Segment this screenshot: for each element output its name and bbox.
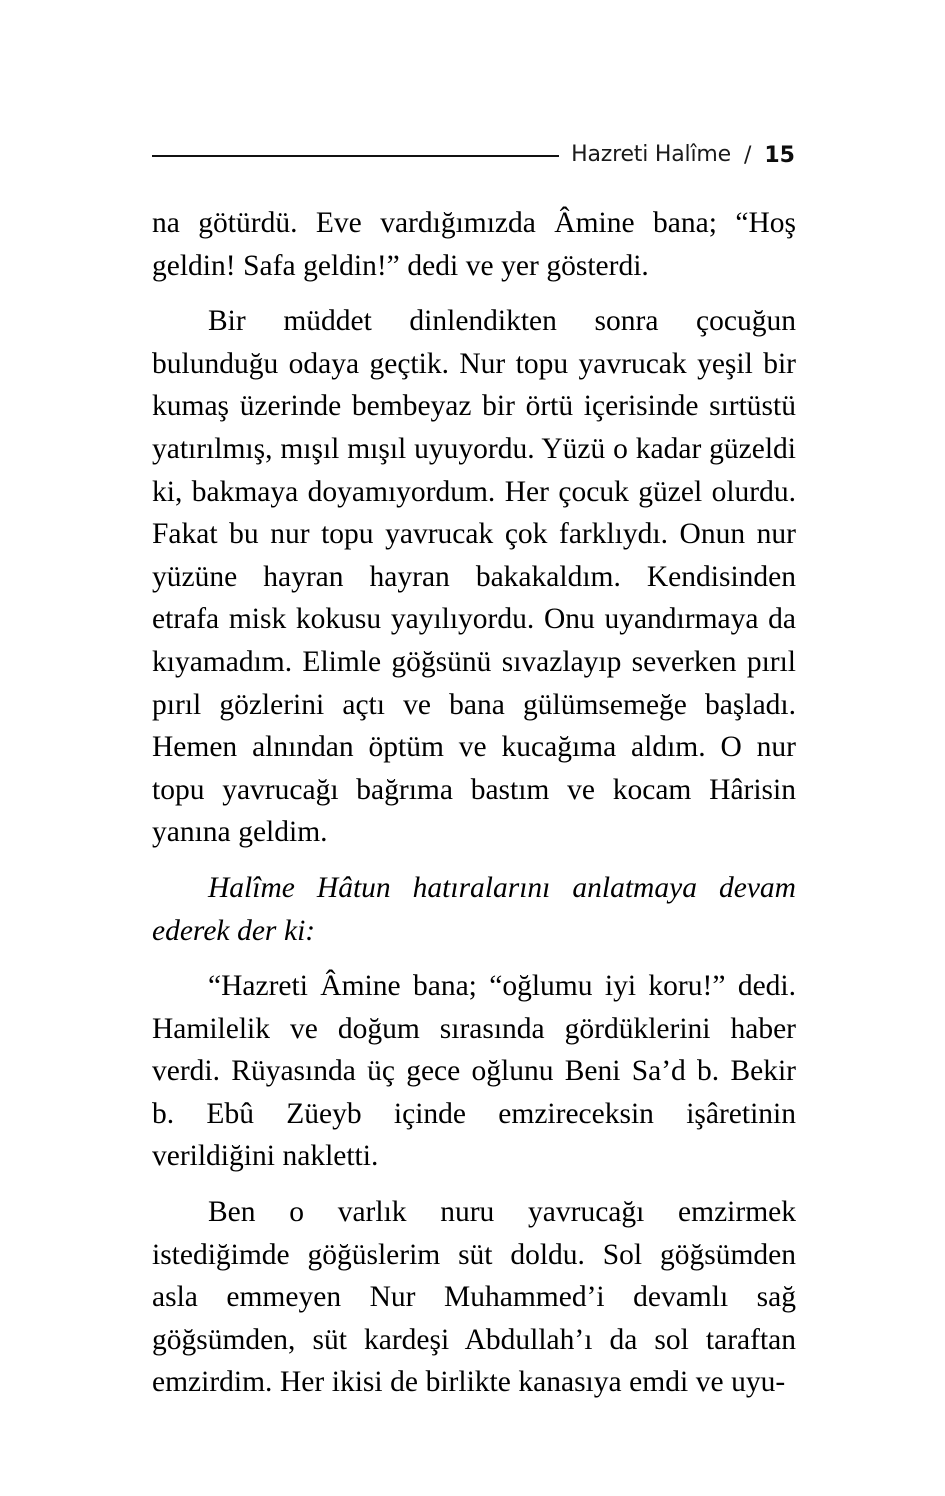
paragraph-narrator-note: Halîme Hâtun hatıralarını anlatmaya devam ederek der ki: bbox=[152, 871, 796, 947]
header-rule bbox=[152, 155, 559, 157]
body-text bbox=[152, 202, 796, 1404]
paragraph: Bir müddet dinlendikten sonra çocuğun bulunduğu odaya geçtik. Nur topu yavrucak yeşil bir kumaş üzerinde bembeyaz bir örtü içerisinde sırtüstü yatırılmış, mışıl mışıl uyuyordu. Yüzü o kadar güzeldi ki, bakmaya doyamıyordum. Her çocuk güzel olurdu. Fakat bu nur topu yavrucak çok farklıydı. Onun nur yüzüne hayran hayran bakakaldım. Kendisinden etrafa misk kokusu yayılıyordu. Onu uyandırmaya da kıyamadım. Elimle göğsünü sıvazlayıp severken pırıl pırıl gözlerini açtı ve bana gülümsemeğe başladı. Hemen alnından öptüm ve kucağıma aldım. O nur topu yavrucağı bağrıma bastım ve kocam Hârisin yanına geldim. bbox=[152, 305, 796, 849]
header-book-title: Hazreti Halîme bbox=[571, 142, 731, 167]
page-number: 15 bbox=[764, 142, 795, 168]
header-separator: / bbox=[743, 142, 752, 168]
paragraph: “Hazreti Âmine bana; “oğlumu iyi koru!” dedi. Hamilelik ve doğum sırasında gördüklerini haber verdi. Rüyasında üç gece oğlunu Beni Sa’d b. Bekir b. Ebû Züeyb içinde emzireceksin işâretinin verildiğini nakletti. bbox=[152, 970, 796, 1173]
running-header bbox=[152, 138, 795, 172]
paragraph-continuation: na götürdü. Eve vardığımızda Âmine bana; “Hoş geldin! Safa geldin!” dedi ve yer gösterdi. bbox=[152, 207, 796, 282]
paragraph: Ben o varlık nuru yavrucağı emzirmek istediğimde göğüslerim süt doldu. Sol göğsümden asla emmeyen Nur Muhammed’i devamlı sağ göğsümden, süt kardeşi Abdullah’ı da sol taraftan emzirdim. Her ikisi de birlikte kanasıya emdi ve uyu- bbox=[152, 1196, 796, 1399]
